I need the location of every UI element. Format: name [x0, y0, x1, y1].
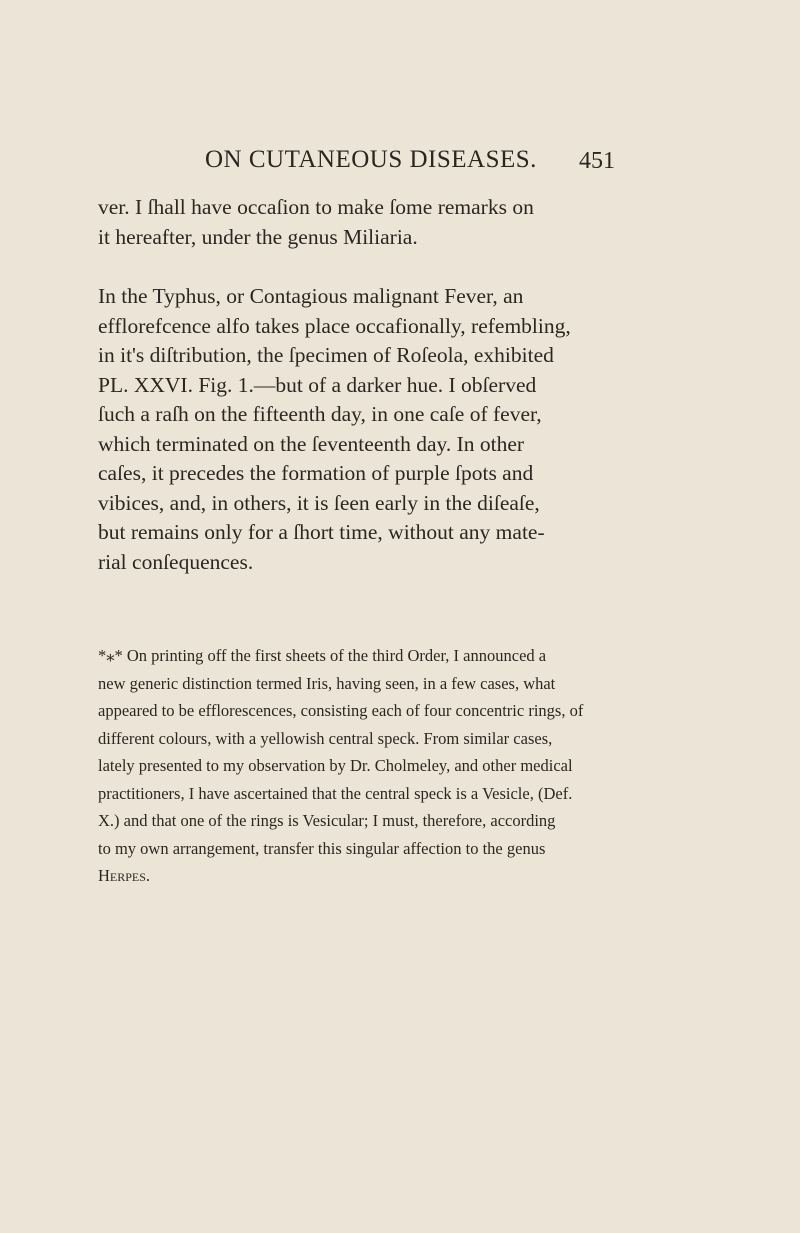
text-line: ver. I ſhall have occaſion to make ſome remarks on: [98, 195, 534, 219]
note-line: to my own arrangement, transfer this singular affection to the genus: [98, 838, 546, 858]
note-line: X.) and that one of the rings is Vesicular; I must, therefore, according: [98, 811, 556, 830]
paragraph-gap: [98, 252, 658, 282]
running-head: ON CUTANEOUS DISEASES.: [205, 146, 537, 173]
note-line: different colours, with a yellowish central speck. From similar cases,: [98, 728, 553, 748]
footnote: [98, 642, 658, 890]
text-line: caſes, it precedes the formation of purple ſpots and: [98, 461, 534, 485]
text-line: ſuch a raſh on the fifteenth day, in one caſe of fever,: [98, 402, 542, 426]
paragraph-2: [98, 282, 658, 577]
text-line: vibices, and, in others, it is ſeen early in the diſeaſe,: [98, 490, 540, 515]
note-line: new generic distinction termed Iris, having seen, in a few cases, what: [98, 673, 556, 693]
note-line: *⁎* On printing off the first sheets of the third Order, I announced a: [98, 646, 547, 665]
page-header: [205, 146, 625, 186]
text-line: which terminated on the ſeventeenth day. In other: [98, 431, 525, 456]
text-line: PL. XXVI. Fig. 1.—but of a darker hue. I obſerved: [98, 372, 537, 397]
note-line: practitioners, I have ascertained that the central speck is a Vesicle, (Def.: [98, 783, 573, 803]
note-line: lately presented to my observation by Dr. Cholmeley, and other medical: [98, 756, 573, 775]
page-number: 451: [579, 148, 615, 174]
text-line: efflorefcence alfo takes place occafionally, refembling,: [98, 313, 571, 338]
text-line: rial conſequences.: [98, 549, 254, 574]
text-line: but remains only for a ſhort time, without any mate-: [98, 520, 545, 544]
note-line: appeared to be efflorescences, consisting each of four concentric rings, of: [98, 701, 584, 720]
text-line: In the Typhus, or Contagious malignant Fever, an: [98, 284, 524, 308]
main-text: [98, 193, 658, 577]
text-line: it hereafter, under the genus Miliaria.: [98, 224, 418, 249]
text-line: in it's diſtribution, the ſpecimen of Roſeola, exhibited: [98, 343, 554, 367]
paragraph-1: [98, 193, 658, 252]
note-line: Herpes.: [98, 866, 151, 885]
